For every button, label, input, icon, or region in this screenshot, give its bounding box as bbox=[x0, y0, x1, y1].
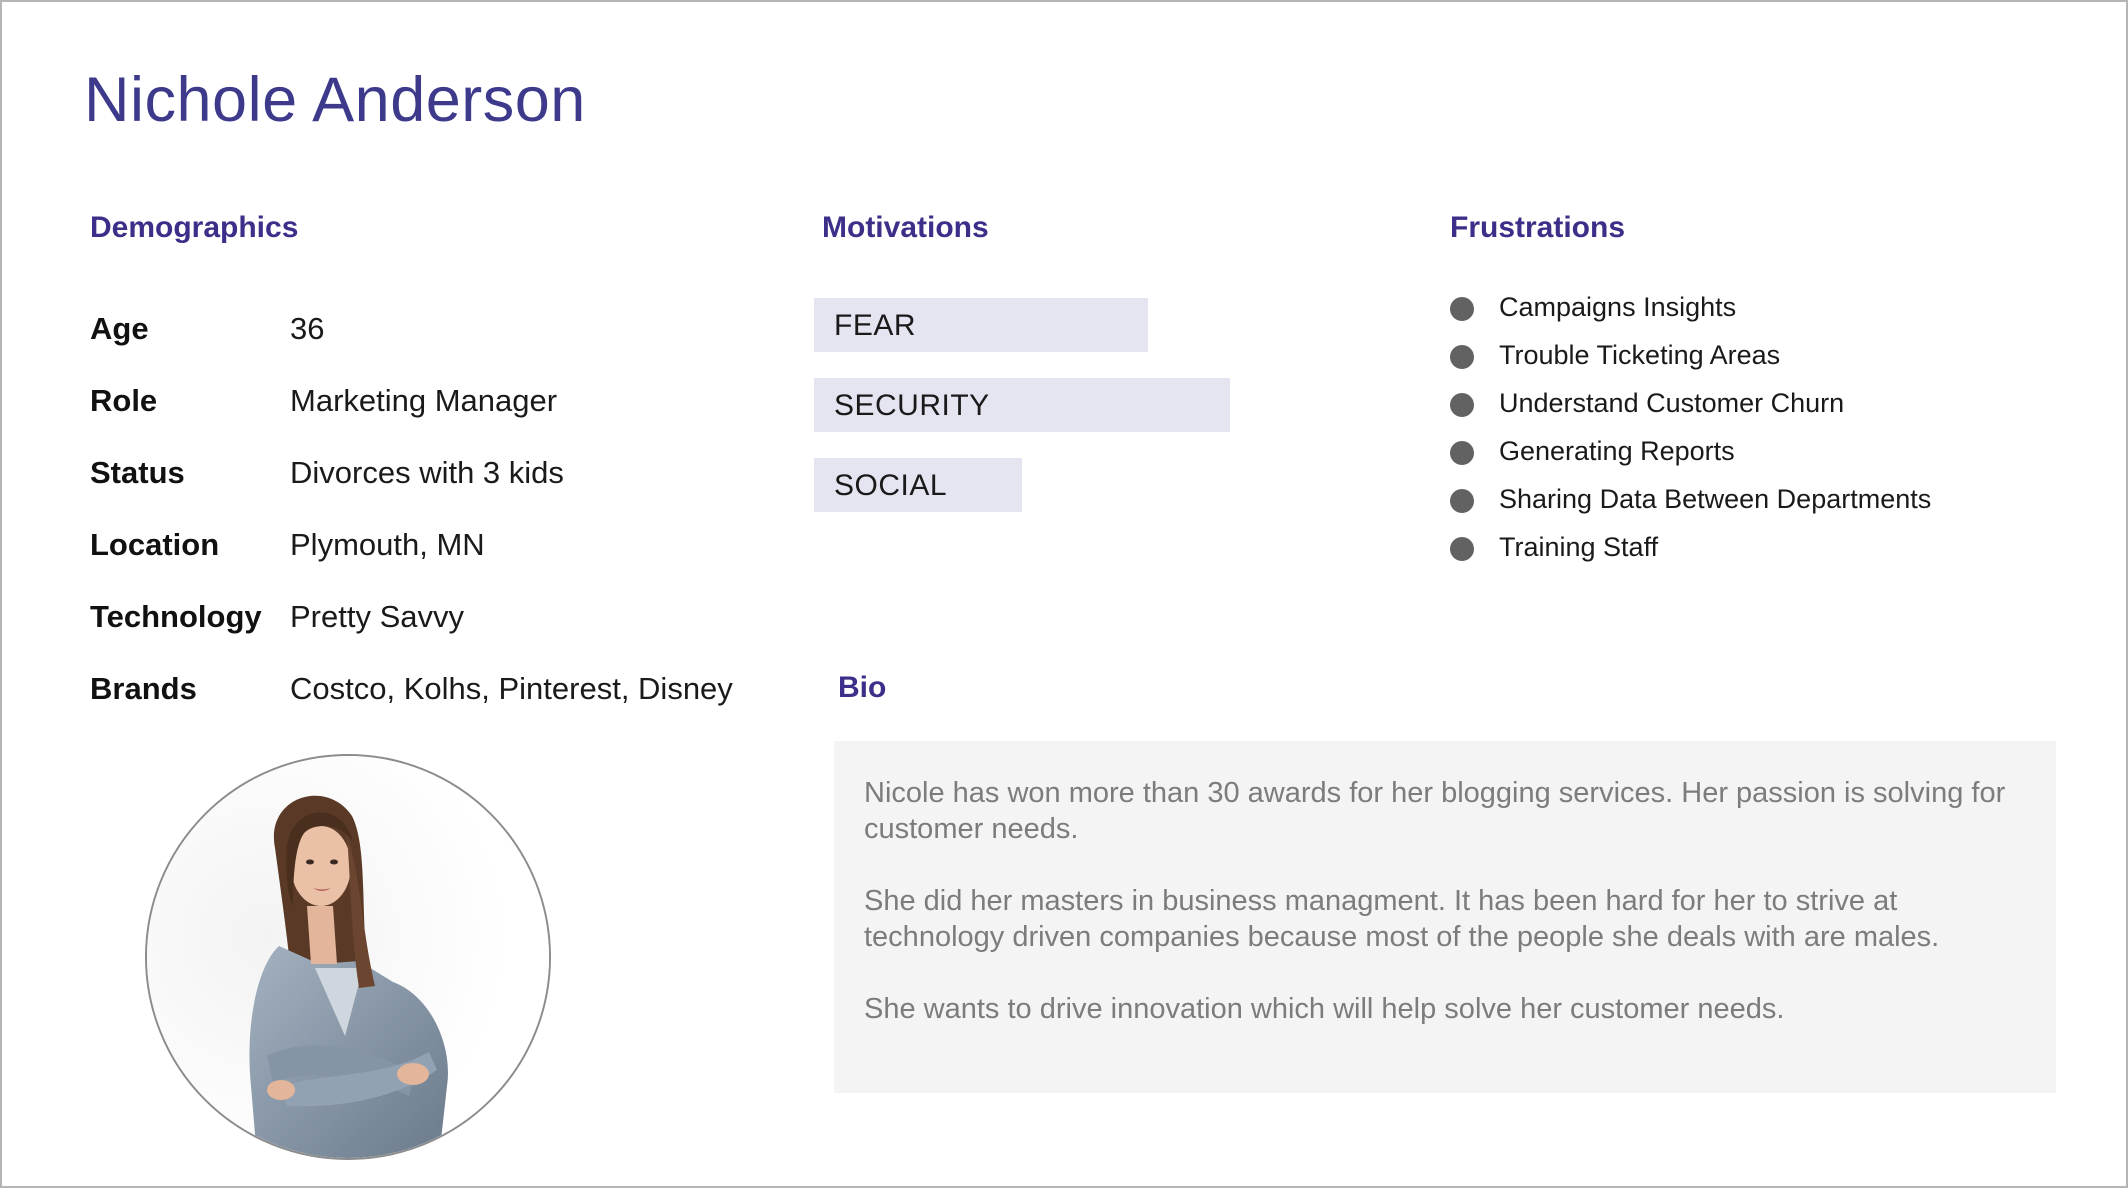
motivations-heading: Motivations bbox=[822, 211, 989, 244]
demographic-value: Divorces with 3 kids bbox=[290, 455, 564, 490]
motivation-label: FEAR bbox=[834, 309, 917, 342]
bullet-icon bbox=[1450, 393, 1474, 417]
persona-photo bbox=[147, 756, 549, 1158]
frustration-text: Sharing Data Between Departments bbox=[1499, 484, 1932, 514]
motivation-bar-fear bbox=[814, 298, 1148, 352]
demographic-label: Status bbox=[90, 455, 185, 490]
bullet-icon bbox=[1450, 441, 1474, 465]
motivation-bar-security bbox=[814, 378, 1230, 432]
demographic-value: Pretty Savvy bbox=[290, 599, 464, 634]
bio-paragraph: Nicole has won more than 30 awards for her blogging services. Her passion is solving for customer needs. bbox=[864, 777, 2006, 845]
bullet-icon bbox=[1450, 345, 1474, 369]
frustration-text: Trouble Ticketing Areas bbox=[1499, 340, 1781, 370]
bio-paragraph: She did her masters in business managment. It has been hard for her to strive at technology driven companies because most of the people she deals with are males. bbox=[864, 885, 1940, 953]
frustrations-heading: Frustrations bbox=[1450, 211, 1626, 244]
frustration-text: Generating Reports bbox=[1499, 436, 1735, 466]
demographics-heading: Demographics bbox=[90, 211, 299, 244]
bullet-icon bbox=[1450, 537, 1474, 561]
persona-name: Nichole Anderson bbox=[84, 65, 586, 135]
bio-heading: Bio bbox=[838, 671, 887, 704]
demographic-row-location bbox=[90, 527, 790, 567]
demographic-row-role bbox=[90, 383, 790, 423]
demographic-value: Marketing Manager bbox=[290, 383, 558, 418]
demographic-row-status bbox=[90, 455, 790, 495]
bullet-icon bbox=[1450, 297, 1474, 321]
bio-box bbox=[834, 741, 2056, 1093]
motivation-label: SECURITY bbox=[834, 389, 990, 422]
avatar bbox=[145, 754, 551, 1160]
frustration-text: Understand Customer Churn bbox=[1499, 388, 1845, 418]
frustration-text: Campaigns Insights bbox=[1499, 292, 1737, 322]
bio-paragraph: She wants to drive innovation which will help solve her customer needs. bbox=[864, 993, 1785, 1025]
demographic-row-brands bbox=[90, 671, 790, 711]
motivation-label: SOCIAL bbox=[834, 469, 948, 502]
frustration-text: Training Staff bbox=[1499, 532, 1659, 562]
demographic-label: Brands bbox=[90, 671, 197, 706]
demographic-value: Costco, Kolhs, Pinterest, Disney bbox=[290, 671, 733, 706]
demographic-label: Age bbox=[90, 311, 149, 346]
demographic-label: Role bbox=[90, 383, 158, 418]
motivation-bar-social bbox=[814, 458, 1022, 512]
demographic-label: Technology bbox=[90, 599, 262, 634]
demographic-value: Plymouth, MN bbox=[290, 527, 485, 562]
demographic-label: Location bbox=[90, 527, 220, 562]
demographic-value: 36 bbox=[290, 311, 325, 346]
demographic-row-age bbox=[90, 311, 790, 351]
bullet-icon bbox=[1450, 489, 1474, 513]
demographic-row-technology bbox=[90, 599, 790, 639]
